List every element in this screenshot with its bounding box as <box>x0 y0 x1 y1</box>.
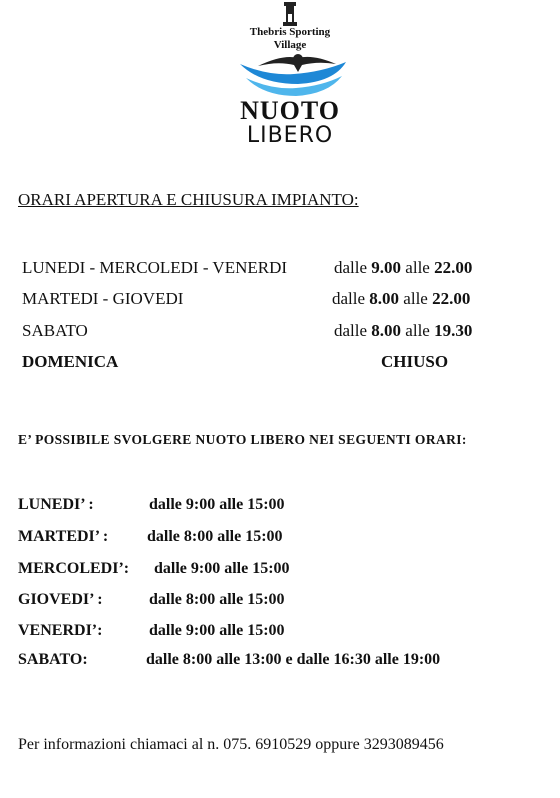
free-swim-hours: dalle 8:00 alle 13:00 e dalle 16:30 alle 19:00 <box>146 651 441 668</box>
opening-hours-heading: ORARI APERTURA E CHIUSURA IMPIANTO: <box>18 190 359 209</box>
closed-day: DOMENICA <box>22 352 119 371</box>
opening-row-hours: dalle 8.00 alle 22.00 <box>332 289 471 308</box>
opening-row-hours: dalle 9.00 alle 22.00 <box>334 258 473 277</box>
free-swim-hours: dalle 8:00 alle 15:00 <box>147 528 283 545</box>
free-swim-hours: dalle 9:00 alle 15:00 <box>149 622 285 639</box>
opening-row-days: SABATO <box>22 321 88 340</box>
title-libero: LIBERO <box>246 123 334 148</box>
opening-row-days: LUNEDI - MERCOLEDI - VENERDI <box>22 258 288 277</box>
free-swim-hours: dalle 8:00 alle 15:00 <box>149 591 285 608</box>
swimmer-icon <box>238 52 350 98</box>
free-swim-day: MARTEDI’ : <box>18 528 109 545</box>
free-swim-day: GIOVEDI’ : <box>18 591 103 608</box>
title-nuoto: NUOTO <box>240 96 340 125</box>
tower-icon <box>280 2 300 26</box>
opening-row-days: MARTEDI - GIOVEDI <box>22 289 184 308</box>
opening-row-hours: dalle 8.00 alle 19.30 <box>334 321 473 340</box>
logo-line1: Thebris Sporting <box>249 26 331 38</box>
free-swim-hours: dalle 9:00 alle 15:00 <box>154 560 290 577</box>
logo-line2: Village <box>273 39 307 51</box>
free-swim-day: MERCOLEDI’: <box>18 560 130 577</box>
thebris-logo <box>230 0 350 150</box>
free-swim-day: SABATO: <box>18 651 88 668</box>
free-swim-day: LUNEDI’ : <box>18 496 94 513</box>
free-swim-heading: E’ POSSIBILE SVOLGERE NUOTO LIBERO NEI SEGUENTI ORARI: <box>18 432 467 447</box>
closed-label: CHIUSO <box>381 352 449 371</box>
contact-info: Per informazioni chiamaci al n. 075. 6910529 oppure 3293089456 <box>18 736 444 753</box>
free-swim-hours: dalle 9:00 alle 15:00 <box>149 496 285 513</box>
free-swim-day: VENERDI’: <box>18 622 103 639</box>
